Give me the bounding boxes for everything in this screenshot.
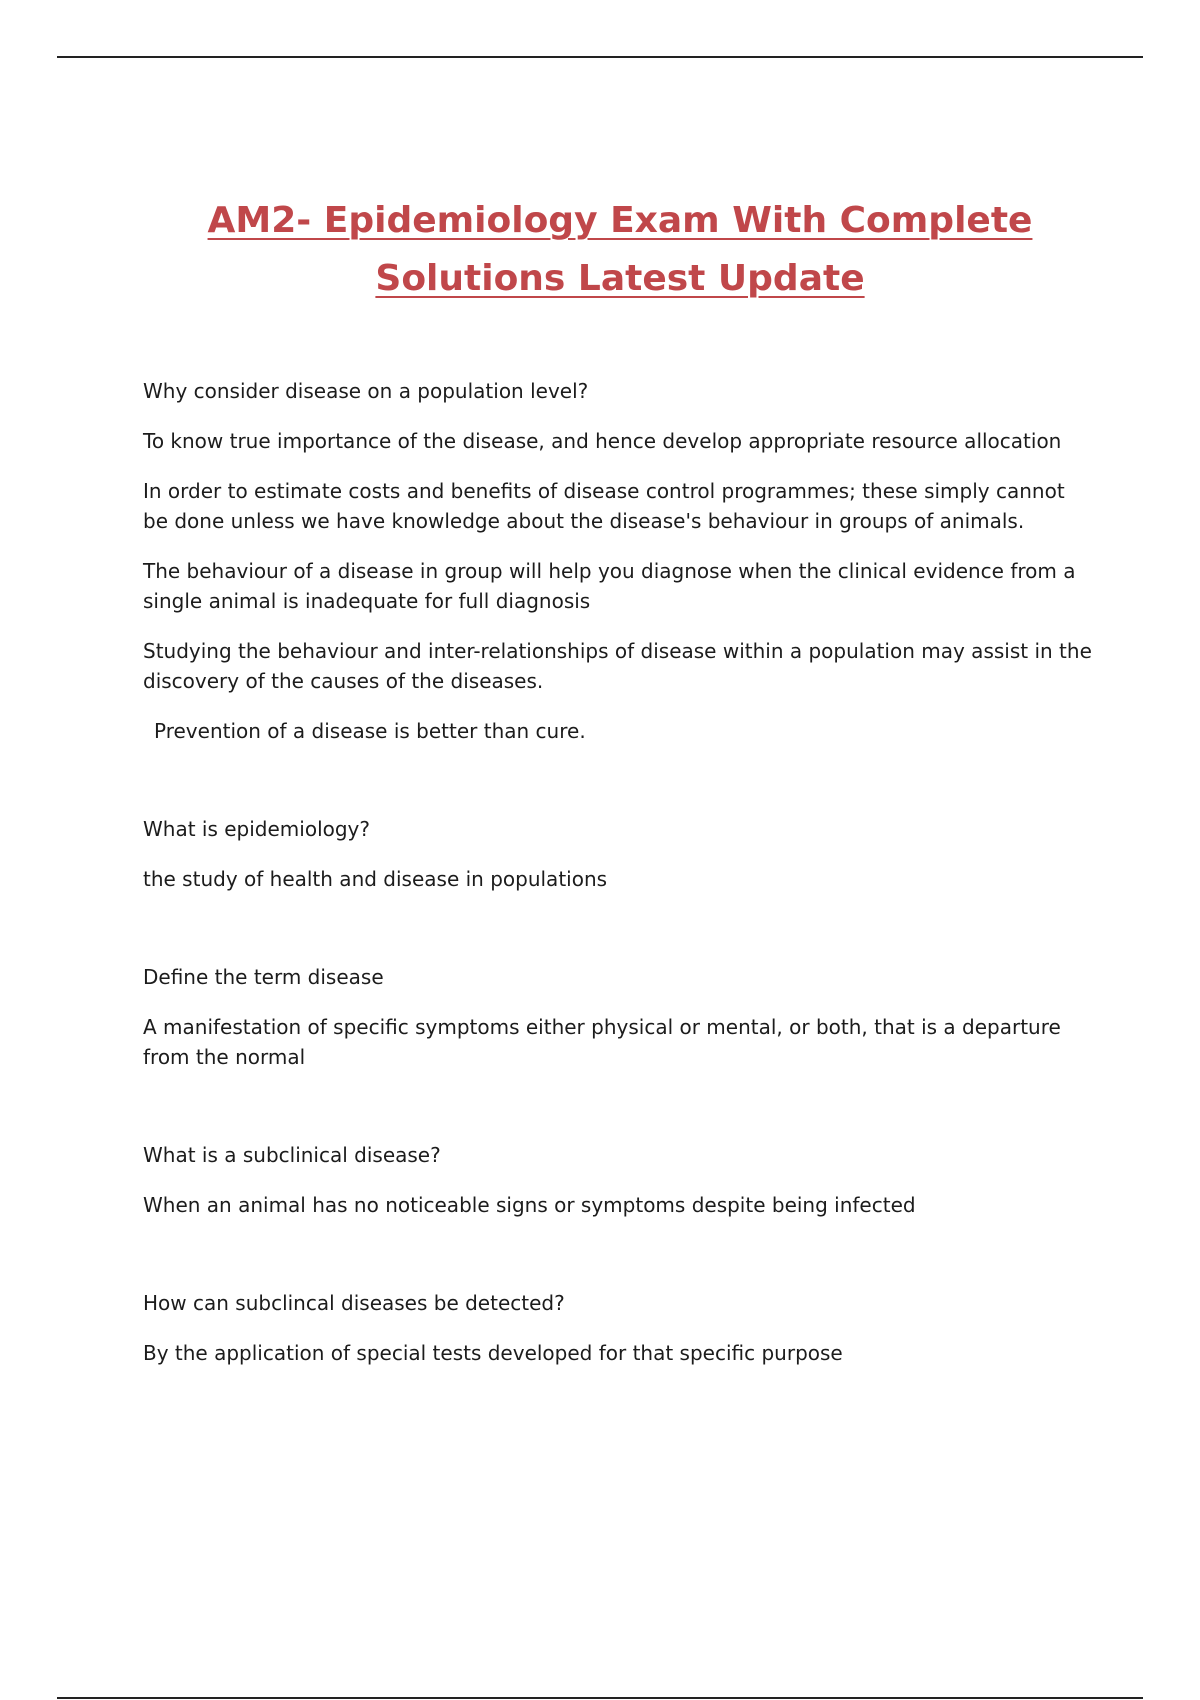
answer: By the application of special tests developed for that specific purpose xyxy=(143,1341,843,1365)
spacer xyxy=(143,1240,1093,1288)
answer: The behaviour of a disease in group will help you diagnose when the clinical evidence from a single animal is inadequate for full diagnosis xyxy=(143,559,1076,613)
title-line-1: AM2- Epidemiology Exam With Complete xyxy=(207,200,1033,241)
question: What is epidemiology? xyxy=(143,817,371,841)
answer: A manifestation of specific symptoms either physical or mental, or both, that is a departure from the normal xyxy=(143,1015,1061,1069)
question: Define the term disease xyxy=(143,965,384,989)
question: Why consider disease on a population level? xyxy=(143,379,589,403)
top-rule xyxy=(57,56,1143,58)
qa-content xyxy=(143,376,1093,1388)
document-title xyxy=(140,192,1100,308)
qa-block xyxy=(143,376,1093,746)
question: How can subclincal diseases be detected? xyxy=(143,1291,565,1315)
answer: When an animal has no noticeable signs or symptoms despite being infected xyxy=(143,1193,916,1217)
title-line-2: Solutions Latest Update xyxy=(375,258,865,299)
bottom-rule xyxy=(57,1697,1143,1699)
answer: To know true importance of the disease, and hence develop appropriate resource allocation xyxy=(143,429,1062,453)
answer: the study of health and disease in populations xyxy=(143,867,608,891)
qa-block xyxy=(143,1288,1093,1368)
answer: Studying the behaviour and inter-relationships of disease within a population may assist in the discovery of the causes of the diseases. xyxy=(143,639,1092,693)
spacer xyxy=(143,766,1093,814)
qa-block xyxy=(143,814,1093,894)
answer: Prevention of a disease is better than cure. xyxy=(154,719,586,743)
spacer xyxy=(143,914,1093,962)
qa-block xyxy=(143,962,1093,1072)
question: What is a subclinical disease? xyxy=(143,1143,441,1167)
qa-block xyxy=(143,1140,1093,1220)
spacer xyxy=(143,1092,1093,1140)
answer: In order to estimate costs and benefits of disease control programmes; these simply cannot be done unless we have knowledge about the disease's behaviour in groups of animals. xyxy=(143,479,1065,533)
